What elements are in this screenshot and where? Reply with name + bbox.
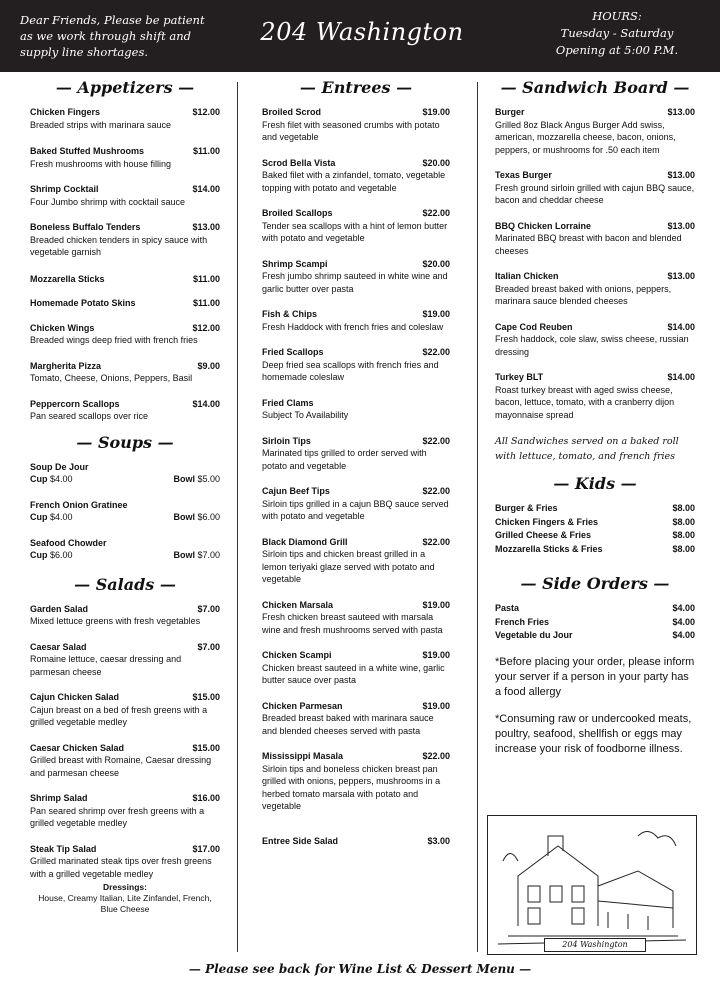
menu-item xyxy=(30,183,220,208)
soup-bowl-label: Bowl xyxy=(173,512,195,522)
menu-item xyxy=(262,649,450,687)
menu-item-price: $16.00 xyxy=(192,793,220,803)
menu-item-description: Roast turkey breast with aged swiss cheese, bacon, lettuce, tomato, with a cranberry dijon mayonnaise spread xyxy=(495,384,675,420)
menu-item-name: Fried Scallops xyxy=(262,347,324,357)
menu-item-description: Fresh ground sirloin grilled with cajun BBQ sauce, bacon and cheddar cheese xyxy=(495,182,695,205)
menu-item xyxy=(30,273,220,286)
salads-list xyxy=(30,603,220,881)
soup-name: French Onion Gratinee xyxy=(30,499,128,510)
menu-item-row xyxy=(30,843,220,856)
menu-item-name: Mississippi Masala xyxy=(262,751,344,761)
menu-item xyxy=(495,321,695,359)
menu-item-name: Pasta xyxy=(495,603,520,613)
menu-item-description: Mixed lettuce greens with fresh vegetables xyxy=(30,616,201,626)
restaurant-title: 204 Washington xyxy=(260,18,464,46)
menu-item xyxy=(262,750,450,813)
menu-item-row xyxy=(495,169,695,182)
sandwich-note: All Sandwiches served on a baked roll with lettuce, tomato, and french fries xyxy=(495,436,679,462)
column-right xyxy=(495,78,695,757)
menu-item xyxy=(30,792,220,830)
menu-item-description: Fresh haddock, cole slaw, swiss cheese, russian dressing xyxy=(495,334,689,357)
menu-item-name: Caesar Salad xyxy=(30,641,87,652)
menu-item-price: $14.00 xyxy=(667,372,695,382)
kids-list xyxy=(495,502,695,556)
menu-item-name: Entree Side Salad xyxy=(262,835,339,846)
entrees-list xyxy=(262,106,450,847)
menu-item-row xyxy=(30,792,220,805)
menu-item-price: $3.00 xyxy=(427,835,450,846)
kids-row xyxy=(495,529,695,543)
soup-cup xyxy=(30,549,73,562)
menu-item-name: Cajun Chicken Salad xyxy=(30,692,120,702)
menu-item-price: $8.00 xyxy=(672,543,695,554)
menu-item-price: $13.00 xyxy=(667,220,695,231)
menu-item-name: Mozzarella Sticks xyxy=(30,273,105,284)
dressings-label: Dressings: xyxy=(103,882,147,892)
kids-title: — Kids — xyxy=(553,474,637,493)
menu-item-price: $22.00 xyxy=(422,208,450,218)
menu-item-name: Chicken Wings xyxy=(30,322,95,333)
menu-item-price: $22.00 xyxy=(422,486,450,496)
menu-item xyxy=(262,258,450,296)
menu-item-price: $11.00 xyxy=(192,146,220,156)
menu-item xyxy=(495,106,695,156)
menu-item xyxy=(495,220,695,258)
menu-item-description: Marinated BBQ breast with bacon and blended cheeses xyxy=(495,233,682,256)
menu-item-row xyxy=(30,273,220,286)
menu-item-name: Sirloin Tips xyxy=(262,435,311,446)
menu-item-name: Shrimp Scampi xyxy=(262,258,328,269)
menu-item-description: Fresh Haddock with french fries and coleslaw xyxy=(262,321,444,332)
menu-item-row xyxy=(262,485,450,498)
menu-item-description: Baked filet with a zinfandel, tomato, vegetable topping with potato and vegetable xyxy=(262,170,446,193)
menu-item xyxy=(262,106,450,144)
menu-item-name: Texas Burger xyxy=(495,170,552,180)
kids-row xyxy=(495,502,695,516)
header-note-line: supply line shortages. xyxy=(20,45,149,59)
soup-item xyxy=(30,461,220,486)
menu-item-price: $20.00 xyxy=(422,258,450,269)
soup-cup-label: Cup xyxy=(30,512,48,522)
menu-item-price: $13.00 xyxy=(667,170,695,180)
menu-item-description: Fresh mushrooms with house filling xyxy=(30,158,172,169)
menu-item-row xyxy=(262,599,450,612)
menu-item xyxy=(262,536,450,586)
menu-item-description: Tender sea scallops with a hint of lemon butter with potato and vegetable xyxy=(262,220,448,243)
menu-item-description: Pan seared shrimp over fresh greens with a grilled vegetable medley xyxy=(30,805,205,828)
menu-item xyxy=(30,145,220,170)
menu-item-description: Tomato, Cheese, Onions, Peppers, Basil xyxy=(30,373,193,383)
menu-item-price: $22.00 xyxy=(422,751,450,761)
footer-note: — Please see back for Wine List & Dessert Menu — xyxy=(188,962,532,976)
menu-item-row xyxy=(262,346,450,359)
menu-item-name: Burger xyxy=(495,107,525,117)
menu-item-name: Garden Salad xyxy=(30,603,89,614)
menu-item-price: $15.00 xyxy=(192,692,220,702)
column-divider xyxy=(237,82,238,952)
menu-item-price: $12.00 xyxy=(192,107,220,117)
menu-item-name: Grilled Cheese & Fries xyxy=(495,530,592,540)
menu-item-description: Fresh filet with seasoned crumbs with potato and vegetable xyxy=(262,119,440,142)
appetizers-list xyxy=(30,106,220,423)
column-left xyxy=(30,78,220,915)
menu-item-price: $14.00 xyxy=(192,184,220,194)
menu-item-name: Boneless Buffalo Tenders xyxy=(30,222,141,232)
menu-item xyxy=(30,398,220,423)
soup-bowl xyxy=(173,549,220,562)
menu-item-price: $9.00 xyxy=(197,360,220,371)
menu-item-description: Breaded breast baked with onions, peppers, marinara sauce blended cheeses xyxy=(495,283,672,306)
menu-item-name: Margherita Pizza xyxy=(30,360,102,371)
dressings-list: House, Creamy Italian, Lite Zinfandel, French, Blue Cheese xyxy=(38,893,212,914)
header-note-line: Dear Friends, Please be patient xyxy=(20,13,205,27)
menu-item-price: $19.00 xyxy=(422,309,450,319)
menu-item xyxy=(495,169,695,207)
menu-item xyxy=(30,742,220,780)
menu-item-row xyxy=(495,321,695,334)
menu-item-name: Broiled Scallops xyxy=(262,208,333,218)
kids-row xyxy=(495,543,695,557)
menu-item-row xyxy=(30,221,220,234)
menu-item-row xyxy=(262,106,450,119)
menu-item-price: $7.00 xyxy=(197,603,220,614)
side_orders-row xyxy=(495,629,695,643)
menu-item-name: Baked Stuffed Mushrooms xyxy=(30,146,145,156)
menu-item-description: Sirloin tips and boneless chicken breast pan grilled with onions, peppers, mushrooms in a herbed tomato marsala with potato and vegetable xyxy=(262,763,441,811)
soup-bowl-label: Bowl xyxy=(173,474,195,484)
header-note-line: as we work through shift and xyxy=(20,29,192,43)
menu-item xyxy=(30,843,220,881)
menu-item xyxy=(262,599,450,637)
soup-cup xyxy=(30,473,73,486)
menu-item-price: $20.00 xyxy=(422,157,450,168)
entrees-title: — Entrees — xyxy=(299,78,413,97)
menu-item-price: $8.00 xyxy=(672,516,695,527)
menu-item-price: $4.00 xyxy=(672,616,695,627)
menu-item-row xyxy=(262,435,450,448)
menu-item xyxy=(262,435,450,473)
menu-item-name: BBQ Chicken Lorraine xyxy=(495,220,592,231)
menu-item xyxy=(30,691,220,729)
soup-item xyxy=(30,499,220,524)
menu-item-description: Subject To Availability xyxy=(262,410,349,420)
soup-name: Seafood Chowder xyxy=(30,537,107,548)
menu-item xyxy=(495,371,695,421)
menu-item-row xyxy=(30,603,220,616)
menu-item xyxy=(30,603,220,628)
menu-item-description: Fresh jumbo shrimp sauteed in white wine and garlic butter over pasta xyxy=(262,271,448,294)
soup-prices xyxy=(30,549,220,562)
soup-cup-price: $4.00 xyxy=(50,474,73,484)
menu-item-row xyxy=(495,106,695,119)
menu-item-description: Sirloin tips and chicken breast grilled in a lemon teriyaki glaze served with potato and vegetable xyxy=(262,549,435,584)
sandwich-list xyxy=(495,106,695,421)
menu-item xyxy=(262,485,450,523)
dressings-block xyxy=(30,882,220,915)
menu-item-row xyxy=(262,700,450,713)
soup-name: Soup De Jour xyxy=(30,461,89,472)
menu-item xyxy=(30,297,220,310)
menu-item-row xyxy=(262,750,450,763)
menu-item-description: Grilled 8oz Black Angus Burger Add swiss, american, mozzarella cheese, bacon, onions, peppers, or mushrooms for .50 each item xyxy=(495,119,676,155)
menu-item-description: Chicken breast sauteed in a white wine, garlic butter sauce over pasta xyxy=(262,662,445,685)
menu-item-description: Fresh chicken breast sauteed with marsala wine and fresh mushrooms served with pasta xyxy=(262,612,443,635)
soup-cup-price: $4.00 xyxy=(50,512,73,522)
menu-item-name: Black Diamond Grill xyxy=(262,536,348,547)
menu-item-description: Breaded breast baked with marinara sauce and blended cheeses served with pasta xyxy=(262,713,434,736)
menu-item-row xyxy=(30,297,220,310)
menu-item-price: $8.00 xyxy=(672,530,695,540)
soup-cup-price: $6.00 xyxy=(50,550,73,560)
menu-item-price: $7.00 xyxy=(197,641,220,652)
menu-item xyxy=(262,700,450,738)
menu-item-name: Chicken Fingers & Fries xyxy=(495,516,599,527)
menu-item-name: Cape Cod Reuben xyxy=(495,321,573,332)
menu-item-row xyxy=(262,835,450,848)
menu-item xyxy=(262,397,450,422)
column-divider xyxy=(477,82,478,952)
menu-item-row xyxy=(262,649,450,662)
menu-item-description: Breaded chicken tenders in spicy sauce with vegetable garnish xyxy=(30,234,208,257)
menu-item-price: $12.00 xyxy=(192,322,220,333)
soup-cup-label: Cup xyxy=(30,550,48,560)
soup-prices xyxy=(30,473,220,486)
menu-item xyxy=(30,221,220,259)
menu-item-name: Chicken Marsala xyxy=(262,599,334,610)
menu-item-price: $4.00 xyxy=(672,603,695,613)
menu-item-price: $11.00 xyxy=(192,298,220,308)
menu-item-description: Grilled breast with Romaine, Caesar dressing and parmesan cheese xyxy=(30,755,212,778)
menu-item-description: Breaded wings deep fried with french fries xyxy=(30,335,198,345)
hours-line: Opening at 5:00 P.M. xyxy=(555,43,679,57)
menu-item-name: Vegetable du Jour xyxy=(495,630,573,640)
menu-item xyxy=(262,207,450,245)
menu-item-row xyxy=(30,183,220,196)
menu-item-row xyxy=(30,322,220,335)
menu-item-name: Italian Chicken xyxy=(495,271,559,281)
menu-item-price: $8.00 xyxy=(672,503,695,513)
menu-item-row xyxy=(495,371,695,384)
soup-bowl-price: $7.00 xyxy=(197,550,220,560)
menu-item-row xyxy=(262,207,450,220)
menu-item-description: Breaded strips with marinara sauce xyxy=(30,119,172,130)
menu-item-description: Sirloin tips grilled in a cajun BBQ sauce served with potato and vegetable xyxy=(262,498,449,521)
menu-item-price: $13.00 xyxy=(667,107,695,117)
side_orders-row xyxy=(495,602,695,616)
menu-item-row xyxy=(30,398,220,411)
menu-item-name: French Fries xyxy=(495,616,550,627)
menu-item xyxy=(262,835,450,848)
menu-item-name: Chicken Scampi xyxy=(262,650,332,660)
soups-list xyxy=(30,461,220,562)
appetizers-title: — Appetizers — xyxy=(55,78,195,97)
menu-item-name: Scrod Bella Vista xyxy=(262,157,336,168)
menu-item-price: $4.00 xyxy=(672,630,695,640)
menu-item-price: $13.00 xyxy=(667,271,695,281)
menu-item-description: Grilled marinated steak tips over fresh greens with a grilled vegetable medley xyxy=(30,856,212,879)
menu-item xyxy=(30,360,220,385)
allergy-notice: *Before placing your order, please inform your server if a person in your party has a food allergy xyxy=(495,655,695,698)
menu-item-name: Turkey BLT xyxy=(495,372,544,382)
header-bar xyxy=(0,0,720,72)
menu-item-name: Peppercorn Scallops xyxy=(30,398,120,409)
menu-item xyxy=(495,270,695,308)
soup-item xyxy=(30,537,220,562)
menu-item-name: Steak Tip Salad xyxy=(30,843,97,854)
menu-item-price: $14.00 xyxy=(192,398,220,409)
soups-title: — Soups — xyxy=(76,432,174,452)
menu-item-name: Chicken Parmesan xyxy=(262,700,343,711)
menu-item xyxy=(30,106,220,131)
menu-item-name: Shrimp Salad xyxy=(30,793,88,803)
hours-block xyxy=(542,8,692,59)
menu-item-price: $11.00 xyxy=(192,273,220,284)
menu-item-row xyxy=(262,397,450,410)
side-orders-list xyxy=(495,602,695,643)
menu-item-name: Shrimp Cocktail xyxy=(30,184,99,194)
column-middle xyxy=(262,78,450,860)
menu-item-row xyxy=(30,360,220,373)
menu-item-price: $22.00 xyxy=(422,347,450,357)
soup-bowl xyxy=(173,511,220,524)
menu-item-price: $22.00 xyxy=(422,536,450,547)
raw-food-notice: *Consuming raw or undercooked meats, poultry, seafood, shellfish or eggs may increase your risk of foodborne illness. xyxy=(495,712,692,755)
menu-item-description: Marinated tips grilled to order served with potato and vegetable xyxy=(262,448,427,471)
menu-item-name: Broiled Scrod xyxy=(262,107,322,117)
building-illustration xyxy=(488,816,696,954)
side_orders-row xyxy=(495,616,695,630)
menu-item-name: Homemade Potato Skins xyxy=(30,298,136,308)
sandwich-title: — Sandwich Board — xyxy=(500,78,690,97)
menu-item-price: $19.00 xyxy=(422,107,450,117)
soup-bowl-label: Bowl xyxy=(173,550,195,560)
menu-item-price: $19.00 xyxy=(422,650,450,660)
menu-item-row xyxy=(262,308,450,321)
sketch-caption: 204 Washington xyxy=(544,938,646,952)
salads-title: — Salads — xyxy=(74,574,176,594)
hours-line: Tuesday - Saturday xyxy=(560,26,674,40)
menu-item-row xyxy=(262,536,450,549)
menu-item-description: Pan seared scallops over rice xyxy=(30,411,149,421)
menu-item-description: Four Jumbo shrimp with cocktail sauce xyxy=(30,196,186,207)
soup-bowl-price: $6.00 xyxy=(197,512,220,522)
menu-item-row xyxy=(495,270,695,283)
menu-item xyxy=(30,322,220,347)
menu-item-price: $13.00 xyxy=(192,222,220,232)
menu-item-description: Romaine lettuce, caesar dressing and parmesan cheese xyxy=(30,654,182,677)
side-orders-title: — Side Orders — xyxy=(520,574,670,593)
menu-item-name: Burger & Fries xyxy=(495,503,558,513)
menu-item-price: $17.00 xyxy=(192,843,220,854)
menu-item-description: Deep fried sea scallops with french fries and homemade coleslaw xyxy=(262,359,439,382)
soup-bowl xyxy=(173,473,220,486)
menu-item-name: Fish & Chips xyxy=(262,309,318,319)
menu-item-description: Cajun breast on a bed of fresh greens with a grilled vegetable medley xyxy=(30,704,208,727)
menu-item-row xyxy=(30,106,220,119)
menu-item-row xyxy=(262,157,450,170)
menu-item-price: $19.00 xyxy=(422,700,450,711)
soup-bowl-price: $5.00 xyxy=(197,474,220,484)
menu-item-row xyxy=(30,742,220,755)
menu-item-name: Fried Clams xyxy=(262,397,314,408)
menu-item xyxy=(262,346,450,384)
soup-cup xyxy=(30,511,73,524)
menu-item-name: Chicken Fingers xyxy=(30,107,101,117)
soup-cup-label: Cup xyxy=(30,474,48,484)
menu-item-row xyxy=(495,220,695,233)
soup-prices xyxy=(30,511,220,524)
menu-item-price: $15.00 xyxy=(192,742,220,753)
menu-item-price: $19.00 xyxy=(422,599,450,610)
menu-item xyxy=(262,157,450,195)
header-note xyxy=(20,12,220,60)
menu-item-name: Caesar Chicken Salad xyxy=(30,742,125,753)
menu-item-row xyxy=(262,258,450,271)
menu-item-row xyxy=(30,145,220,158)
building-sketch xyxy=(487,815,697,955)
menu-item xyxy=(262,308,450,333)
menu-item-row xyxy=(30,691,220,704)
kids-row xyxy=(495,516,695,530)
menu-item xyxy=(30,641,220,679)
menu-item-row xyxy=(30,641,220,654)
menu-item-name: Mozzarella Sticks & Fries xyxy=(495,543,603,554)
menu-item-price: $14.00 xyxy=(667,321,695,332)
menu-item-name: Cajun Beef Tips xyxy=(262,486,330,496)
menu-item-price: $22.00 xyxy=(422,435,450,446)
hours-line: HOURS: xyxy=(592,9,642,23)
